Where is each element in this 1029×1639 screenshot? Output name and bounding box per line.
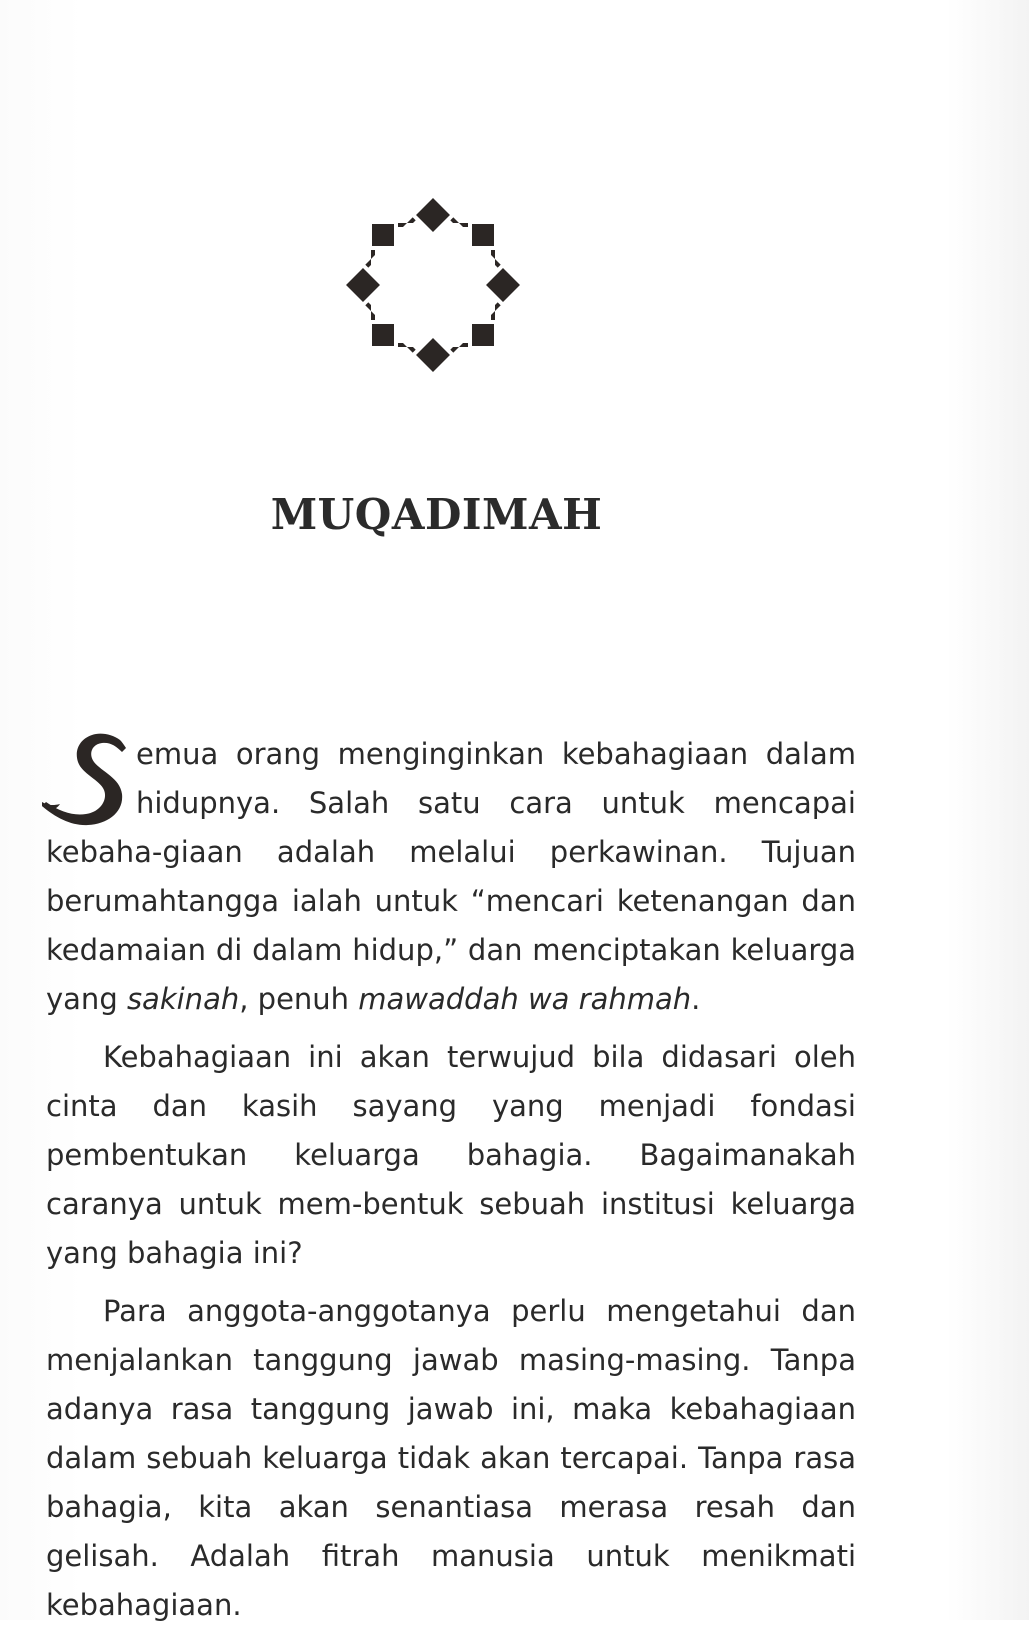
paragraph-1-end: . (691, 982, 701, 1016)
chapter-title: MUQADIMAH (270, 490, 603, 539)
islamic-eight-point-star-ornament-icon (338, 190, 528, 380)
dropcap-letter (42, 732, 128, 827)
paragraph-1 (46, 730, 856, 1024)
dropcap-s-glyph (42, 732, 128, 827)
paragraph-3: Para anggota-anggotanya perlu mengetahui dan menjalankan tanggung jawab masing-masing. Tanpa adanya rasa tanggung jawab ini, maka kebahagiaan dalam sebuah keluarga tidak akan tercapai. Tanpa rasa bahagia, kita akan senantiasa merasa resah dan gelisah. Adalah fitrah manusia untuk menikmati kebahagiaan. (46, 1294, 856, 1622)
paragraph-1-italic-mawaddah: mawaddah wa rahmah (358, 982, 692, 1016)
paragraph-2: Kebahagiaan ini akan terwujud bila didasari oleh cinta dan kasih sayang yang menjadi fondasi pembentukan keluarga bahagia. Bagaimanakah caranya untuk mem-bentuk sebuah institusi keluarga yang bahagia ini? (46, 1040, 856, 1270)
paragraph-1-text: emua orang menginginkan kebahagiaan dalam hidupnya. Salah satu cara untuk mencapai kebaha-giaan adalah melalui perkawinan. Tujuan berumahtangga ialah untuk “mencari ketenangan dan kedamaian di dalam hidup,” dan menciptakan keluarga yang (46, 737, 856, 1016)
body-text (46, 730, 856, 1639)
paragraph-1-mid: , penuh (239, 982, 359, 1016)
paragraph-1-italic-sakinah: sakinah (126, 982, 240, 1016)
